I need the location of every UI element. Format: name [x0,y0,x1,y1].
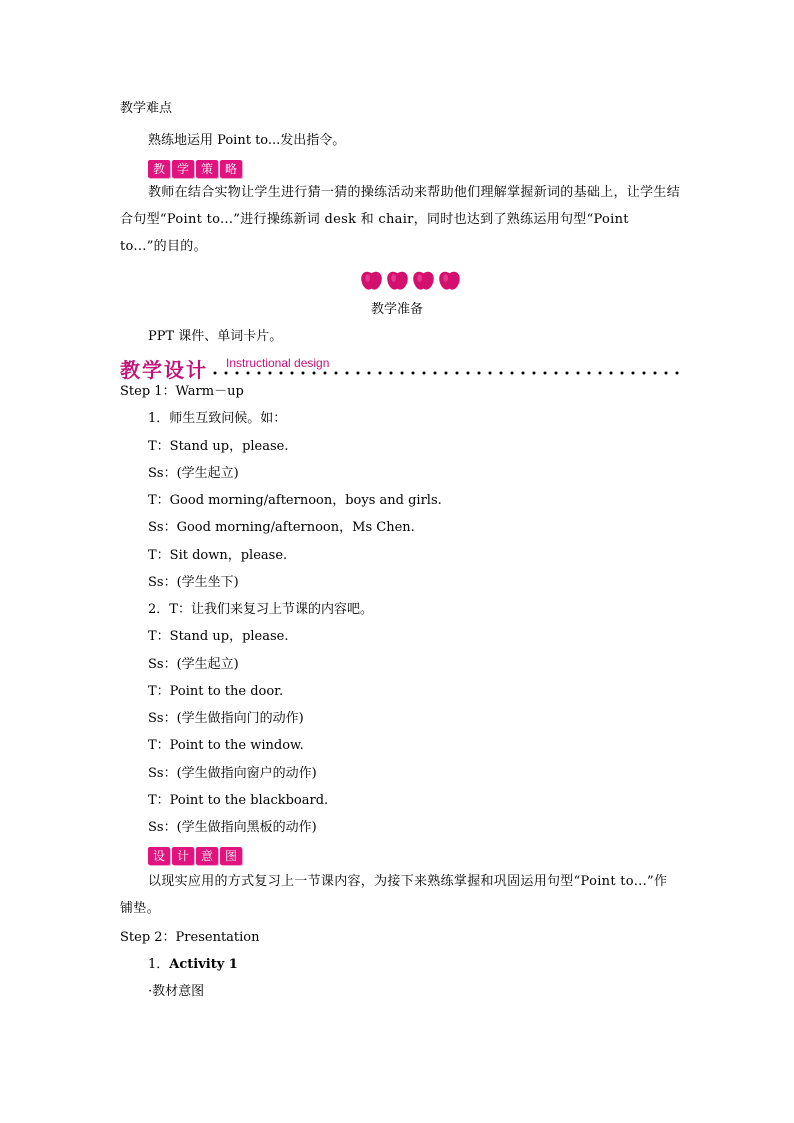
step1-item1: 1．师生互致问候。如： [148,411,287,426]
dialogue-line: T：Point to the window. [148,738,304,753]
dialogue-line: Ss：(学生做指向门的动作) [148,711,304,726]
step1-item2: 2．T：让我们来复习上节课的内容吧。 [148,602,373,617]
apple-icon [386,268,409,292]
badge-char: 学 [172,160,194,178]
activity-heading [148,956,238,974]
difficulty-text: 熟练地运用 Point to...发出指令。 [148,133,346,148]
material-intent: ·教材意图 [148,984,205,999]
strategy-text: 教师在结合实物让学生进行猜一猜的操练活动来帮助他们理解掌握新词的基础上，让学生结合句型“Point to...”进行操练新词 desk 和 chair，同时也达到了熟练运用句型“Point to...”的目的。 [120,185,681,254]
step2-title: Step 2：Presentation [120,930,260,945]
dialogue-line: Ss：(学生起立) [148,657,239,672]
intent-badge [148,847,242,865]
apple-icon [438,268,461,292]
dialogue-line: T：Good morning/afternoon，boys and girls. [148,493,442,508]
step1-title: Step 1：Warm－up [120,384,244,399]
prep-text: PPT 课件、单词卡片。 [148,329,283,344]
dialogue-line: Ss：(学生做指向窗户的动作) [148,766,317,781]
apple-icon [360,268,383,292]
badge-char: 略 [220,160,242,178]
badge-char: 策 [196,160,218,178]
dialogue-line: T：Sit down，please. [148,548,288,563]
strategy-badge [148,160,242,178]
badge-char: 意 [196,847,218,865]
badge-char: 图 [220,847,242,865]
activity-label: Activity 1 [169,957,238,972]
design-heading: 教学设计 [120,358,208,382]
badge-char: 教 [148,160,170,178]
badge-char: 设 [148,847,170,865]
difficulty-title: 教学难点 [120,101,173,116]
apple-icon [412,268,435,292]
prep-title: 教学准备 [370,302,423,317]
design-subtitle: Instructional design [226,356,330,370]
dialogue-line: Ss：(学生起立) [148,466,239,481]
dialogue-line: Ss：Good morning/afternoon，Ms Chen. [148,520,415,535]
dialogue-line: Ss：(学生做指向黑板的动作) [148,820,317,835]
dotted-rule [212,370,682,376]
apples-decoration [360,268,461,292]
dialogue-line: T：Stand up，please. [148,629,289,644]
dialogue-line: T：Point to the door. [148,684,284,699]
dialogue-line: T：Point to the blackboard. [148,793,329,808]
dialogue-line: T：Stand up，please. [148,439,289,454]
intent-text: 以现实应用的方式复习上一节课内容，为接下来熟练掌握和巩固运用句型“Point to...”作铺垫。 [120,874,668,916]
dialogue-line: Ss：(学生坐下) [148,575,239,590]
badge-char: 计 [172,847,194,865]
activity-number: 1． [148,957,170,972]
